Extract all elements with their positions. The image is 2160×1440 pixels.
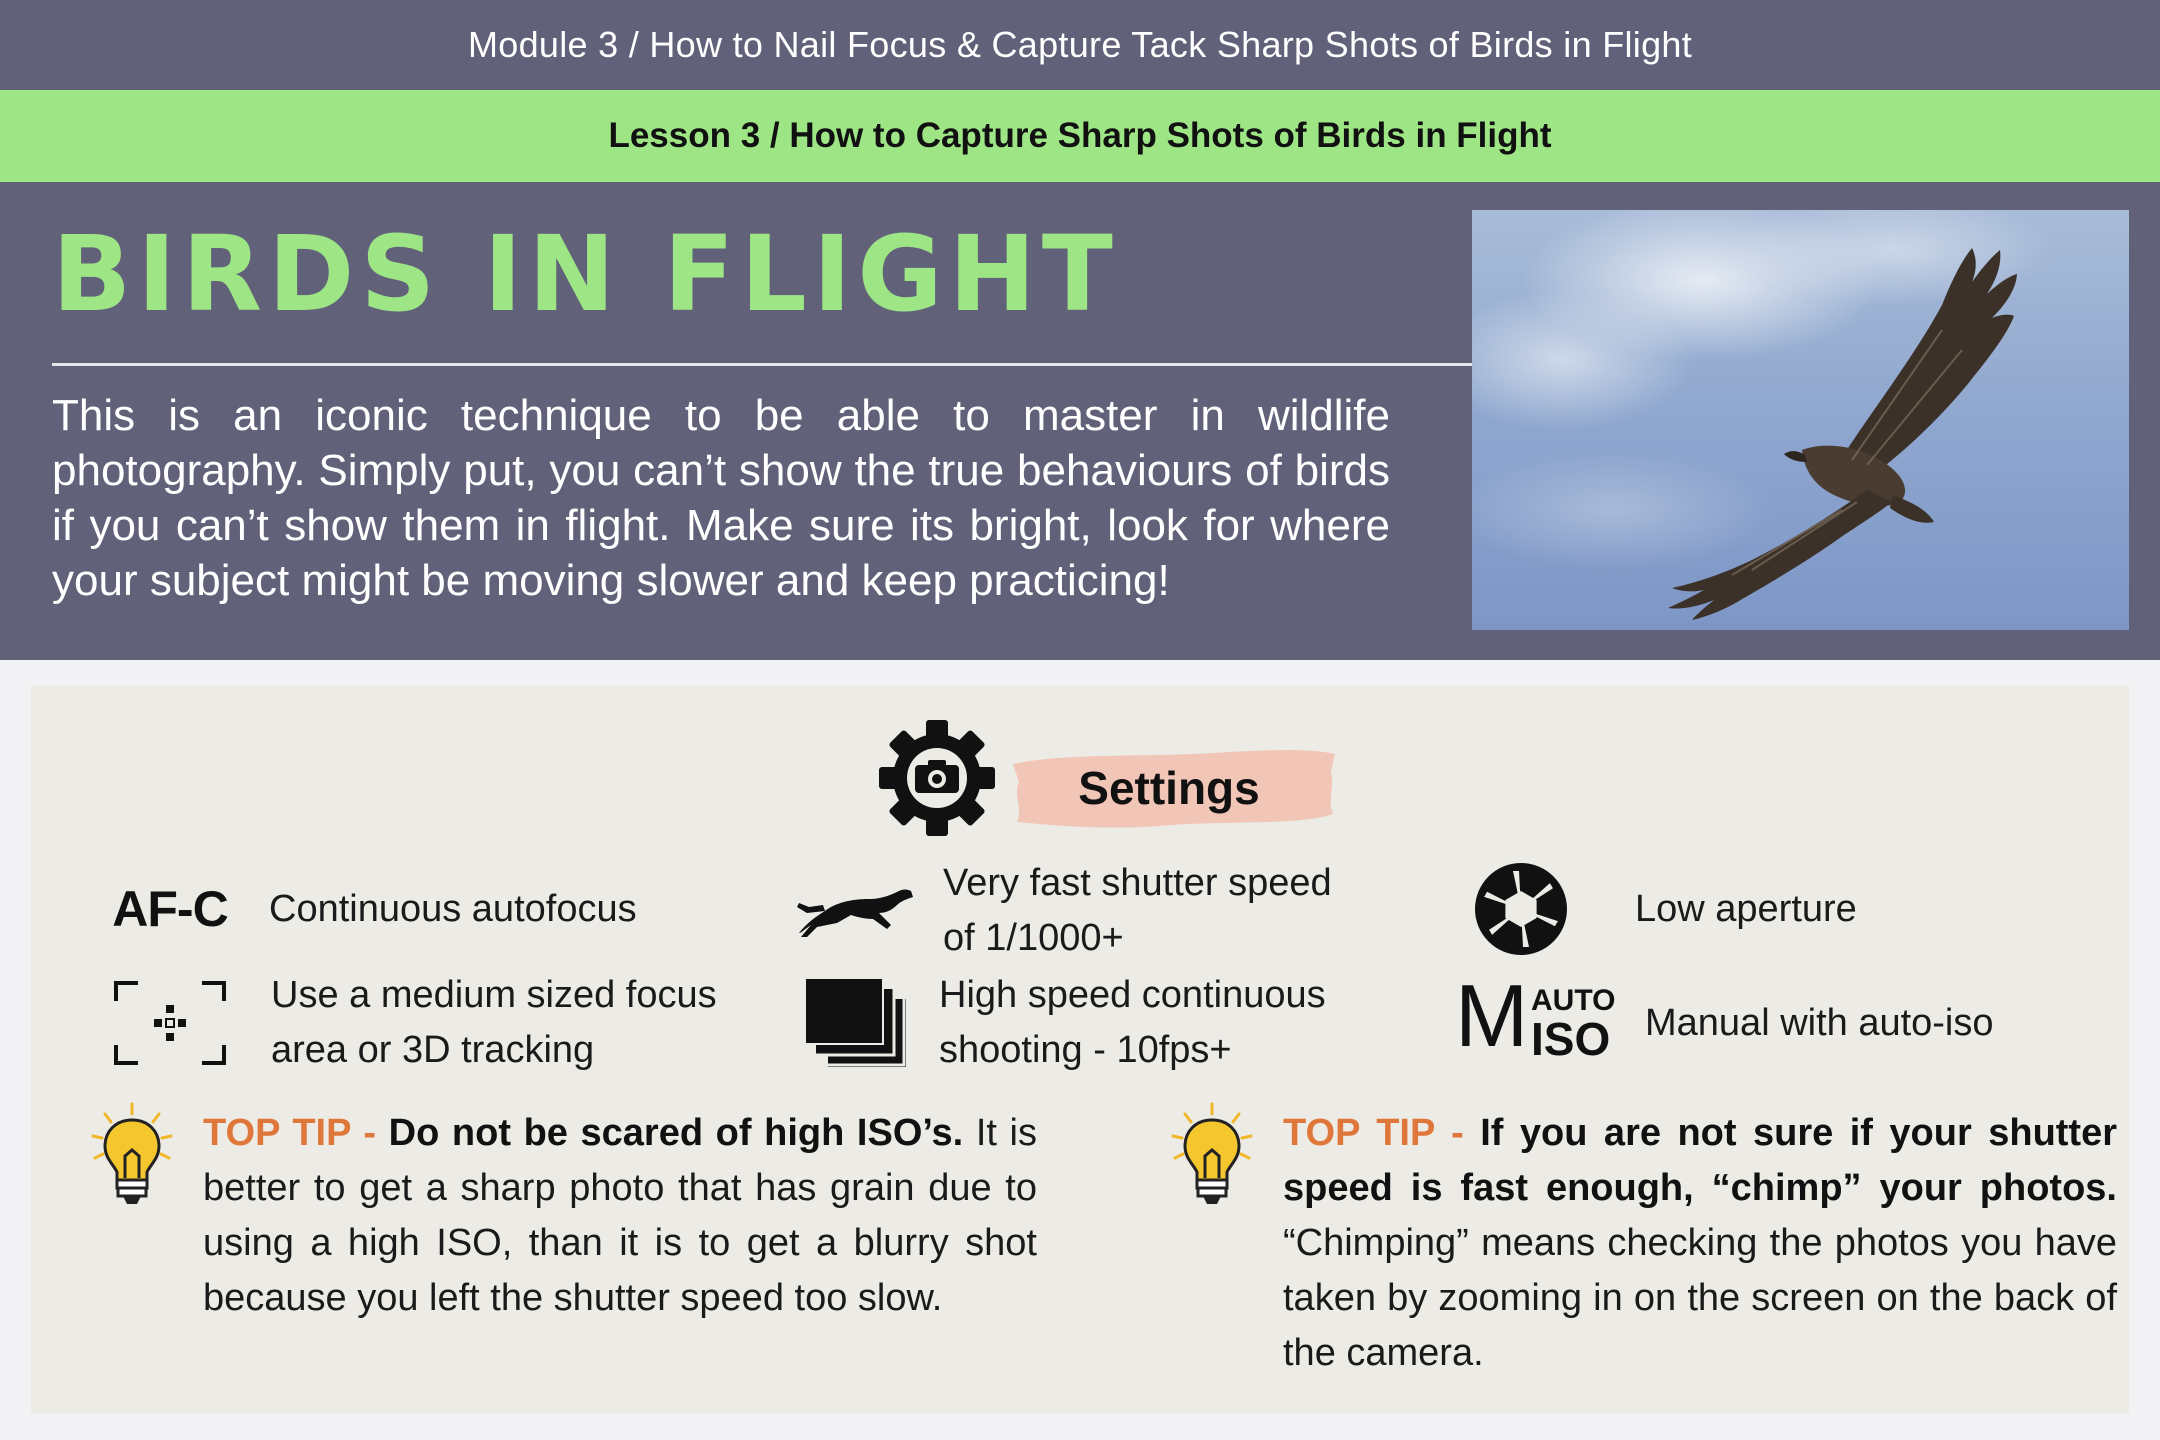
setting-label: Continuous autofocus	[269, 887, 637, 930]
top-tip-chimp	[1167, 1106, 2117, 1381]
tip-body: It is better to get a sharp photo that has grain due to using a high ISO, than it is to get a blurry shot because you left the shutter speed too slow.	[203, 1112, 1037, 1319]
top-tip-iso	[87, 1106, 1037, 1326]
hero-section	[0, 182, 2160, 660]
tip-body: “Chimping” means checking the photos you have taken by zooming in on the screen on the back of the camera.	[1283, 1222, 2117, 1374]
settings-title: Settings	[1078, 762, 1260, 814]
setting-continuous-shooting	[791, 968, 1441, 1078]
setting-shutter-speed	[791, 856, 1441, 966]
tip-headline: Do not be scared of high ISO’s.	[388, 1112, 964, 1154]
intro-paragraph: This is an iconic technique to be able to master in wildlife photography. Simply put, you can’t show the true behaviours of birds if you can’t show them in flight. Make sure its bright, look for where your subject might be moving slower and keep practicing!	[52, 391, 1390, 605]
setting-focus-area	[95, 968, 795, 1078]
setting-label: Manual with auto-iso	[1645, 1001, 1994, 1044]
setting-label: Use a medium sized focus area or 3D tracking	[271, 974, 717, 1071]
tip-label: TOP TIP -	[1283, 1112, 1481, 1154]
setting-label: Very fast shutter speed of 1/1000+	[943, 862, 1332, 959]
lightbulb-icon	[1167, 1100, 1257, 1210]
tip-label: TOP TIP -	[203, 1112, 389, 1154]
manual-auto-iso-icon: M AUTO ISO	[1455, 966, 1616, 1065]
bird-in-flight-photo	[1472, 210, 2129, 630]
settings-header	[879, 720, 1339, 840]
lesson-header: Lesson 3 / How to Capture Sharp Shots of Birds in Flight	[0, 90, 2160, 182]
setting-aperture	[1461, 864, 2081, 954]
setting-manual-auto-iso	[1455, 966, 2115, 1068]
tip-text	[1283, 1106, 2117, 1381]
lightbulb-icon	[87, 1100, 177, 1210]
setting-af-c	[95, 864, 735, 954]
running-cheetah-icon	[791, 881, 921, 941]
aperture-icon	[1461, 861, 1581, 957]
module-header: Module 3 / How to Nail Focus & Capture Tack Sharp Shots of Birds in Flight	[0, 0, 2160, 90]
tip-text	[203, 1106, 1037, 1326]
af-c-icon: AF-C	[112, 881, 228, 937]
focus-area-icon	[95, 981, 245, 1065]
title-divider	[52, 363, 1472, 366]
page-title: BIRDS IN FLIGHT	[52, 213, 1119, 335]
tip-headline: If you are not sure if your shutter speed is fast enough, “chimp” your photos.	[1283, 1112, 2118, 1209]
setting-label: High speed continuous shooting - 10fps+	[939, 974, 1326, 1071]
settings-panel	[31, 686, 2129, 1413]
setting-label: Low aperture	[1635, 887, 1857, 930]
stacked-frames-icon	[791, 977, 921, 1069]
camera-gear-icon	[879, 720, 995, 836]
